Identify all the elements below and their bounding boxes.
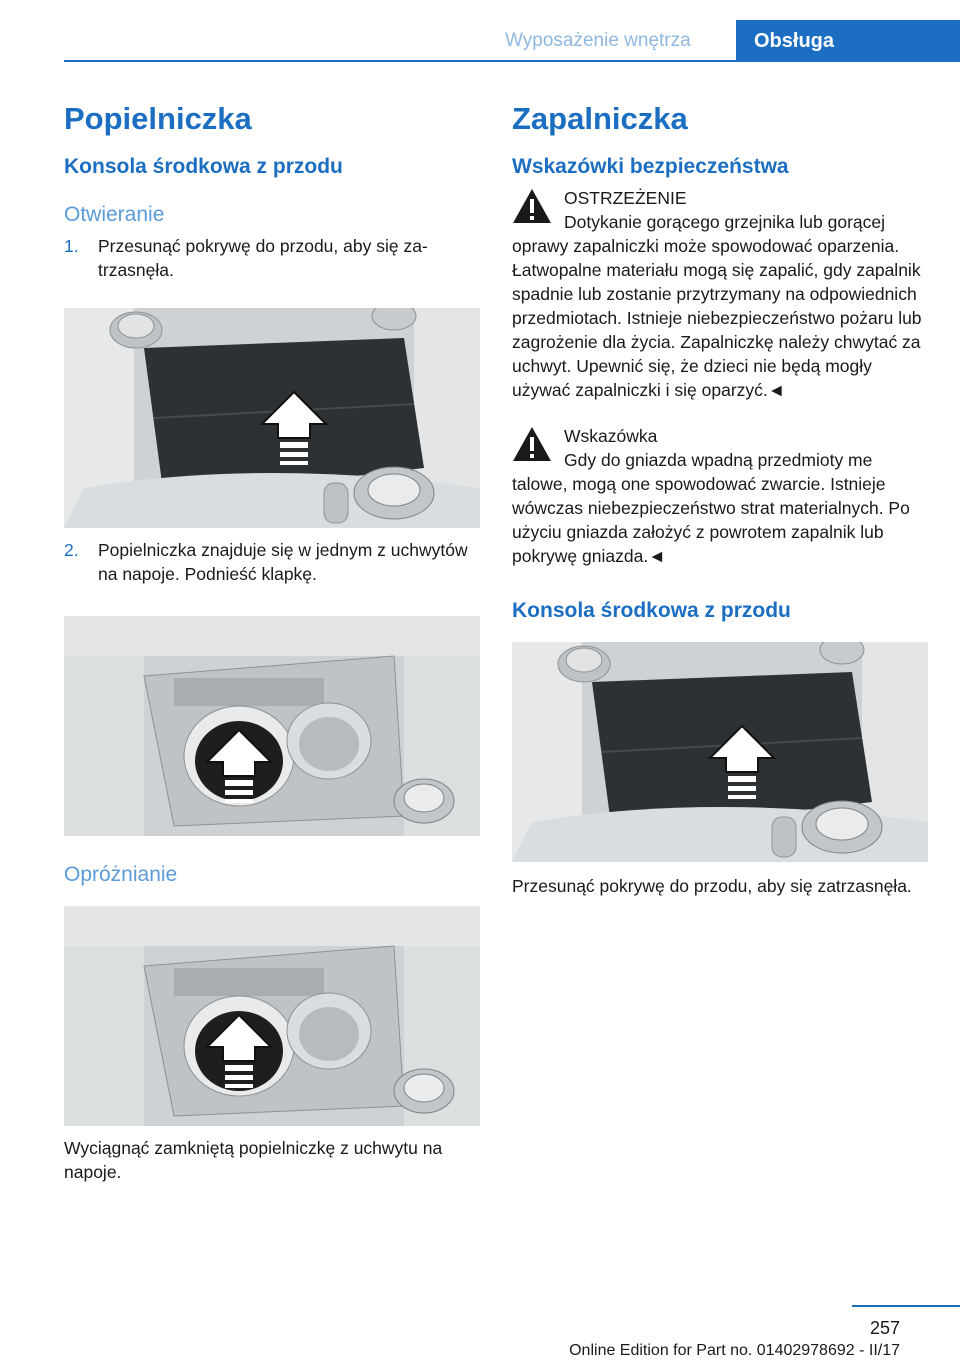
step-text: Przesunąć pokrywę do przodu, aby się zatrzasnęła. (98, 236, 428, 280)
emptying-heading: Opróżnianie (64, 863, 178, 886)
lighter-console-heading: Konsola środkowa z przodu (512, 599, 791, 622)
ashtray-removal-illustration (64, 906, 480, 1126)
step-number: 1. (64, 236, 79, 256)
warning-icon (512, 188, 552, 224)
lighter-title: Zapalniczka (512, 101, 688, 136)
step-number: 2. (64, 540, 79, 560)
ashtray-title: Popielniczka (64, 101, 252, 136)
step-1 (64, 234, 480, 282)
ashtray-console-subtitle: Konsola środkowa z przodu (64, 155, 343, 178)
console-cover-illustration (64, 308, 480, 528)
warning-text: oprawy zapalniczki może spowodować oparzenia. Łatwopalne materiału mogą się zapalić, gdy zapalnik spadnie lub zostanie przytrzymany na odpowiednich przedmiotach. Istnieje niebezpieczeństwo pożaru lub zagrożenie dla życia. Zapalniczkę należy chwytać za uchwyt. Upewnić się, że dzieci nie będą mogły używać zapalniczki i się oparzyć.◄ (512, 236, 922, 400)
warning-icon (512, 426, 552, 462)
footer-rule (852, 1305, 960, 1307)
note-block (512, 424, 928, 568)
header-tab: Obsługa (736, 20, 960, 62)
step-2 (64, 538, 480, 586)
opening-heading: Otwieranie (64, 203, 165, 226)
left-column (64, 96, 480, 1184)
header-rule (64, 60, 960, 62)
note-label: Wskazówka (564, 426, 658, 446)
warning-block (512, 186, 928, 402)
note-text: talowe, mogą one spowodować zwarcie. Istnieje wówczas niebezpieczeństwo strat materialnych. Po użyciu gniazda założyć z powrotem zapalnik lub pokrywę gniazda.◄ (512, 474, 910, 566)
lighter-cover-illustration (512, 642, 928, 862)
lighter-console-text: Przesunąć pokrywę do przodu, aby się zatrzasnęła. (512, 876, 912, 896)
cupholder-ashtray-illustration (64, 616, 480, 836)
safety-subtitle: Wskazówki bezpieczeństwa (512, 155, 789, 178)
emptying-text: Wyciągnąć zamkniętą popielniczkę z uchwytu na napoje. (64, 1138, 443, 1182)
footer-edition: Online Edition for Part no. 01402978692 - II/17 (569, 1342, 900, 1359)
page-number: 257 (869, 1318, 900, 1338)
note-first-line: Gdy do gniazda wpadną przedmioty me (564, 450, 873, 470)
header-section-label: Wyposażenie wnętrza (505, 30, 691, 51)
warning-label: OSTRZEŻENIE (564, 188, 687, 208)
warning-first-line: Dotykanie gorącego grzejnika lub gorącej (564, 212, 886, 232)
step-text: Popielniczka znajduje się w jednym z uchwytów na napoje. Podnieść klapkę. (98, 540, 468, 584)
right-column (512, 96, 928, 898)
